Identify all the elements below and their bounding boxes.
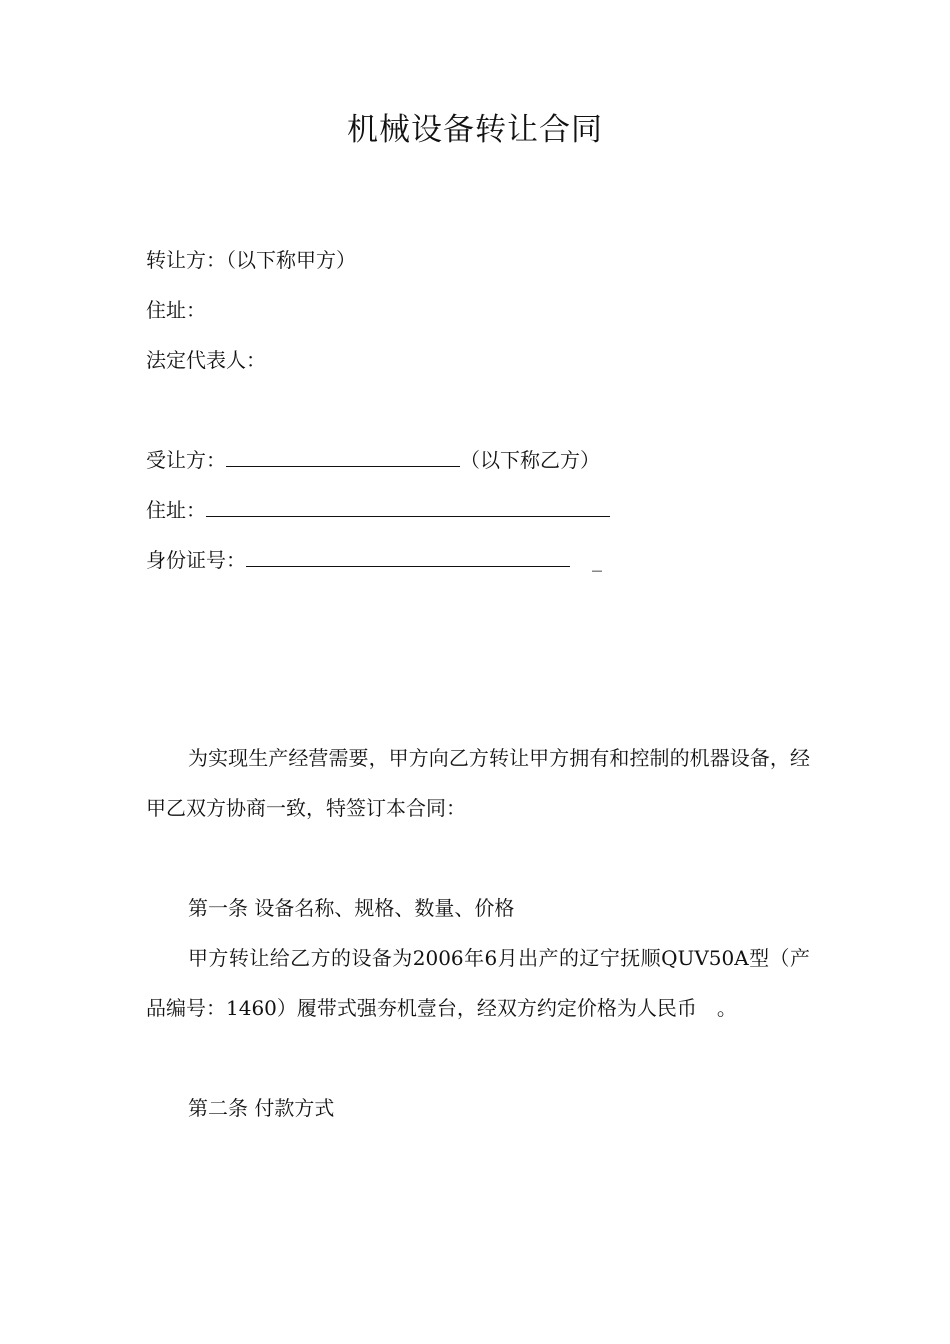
article-2-heading: 第二条 付款方式 [188,1096,335,1120]
party-a-label: 转让方：（以下称甲方） [146,248,356,272]
party-b-label: 受让方： [146,448,226,472]
party-a-address-label: 住址： [146,298,206,322]
party-b-id-line [146,548,602,572]
document-title: 机械设备转让合同 [347,112,603,148]
party-a-legal-rep-label: 法定代表人： [146,348,266,372]
party-b-line [146,448,600,472]
preamble-paragraph: 为实现生产经营需要，甲方向乙方转让甲方拥有和控制的机器设备，经甲乙双方协商一致，特签订本合同： [146,746,810,820]
article-1-heading: 第一条 设备名称、规格、数量、价格 [188,896,515,920]
party-b-id-blank [246,548,570,567]
party-b-address-line [146,498,610,522]
party-b-address-blank [206,498,610,517]
party-b-name-blank [226,448,460,467]
party-b-id-label: 身份证号： [146,548,246,572]
party-b-suffix: （以下称乙方） [460,448,600,472]
article-1-body: 甲方转让给乙方的设备为2006年6月出产的辽宁抚顺QUV50A型（产品编号：1460）履带式强夯机壹台，经双方约定价格为人民币 。 [146,946,810,1020]
party-b-address-label: 住址： [146,498,206,522]
party-b-id-trailing: _ [592,548,602,572]
